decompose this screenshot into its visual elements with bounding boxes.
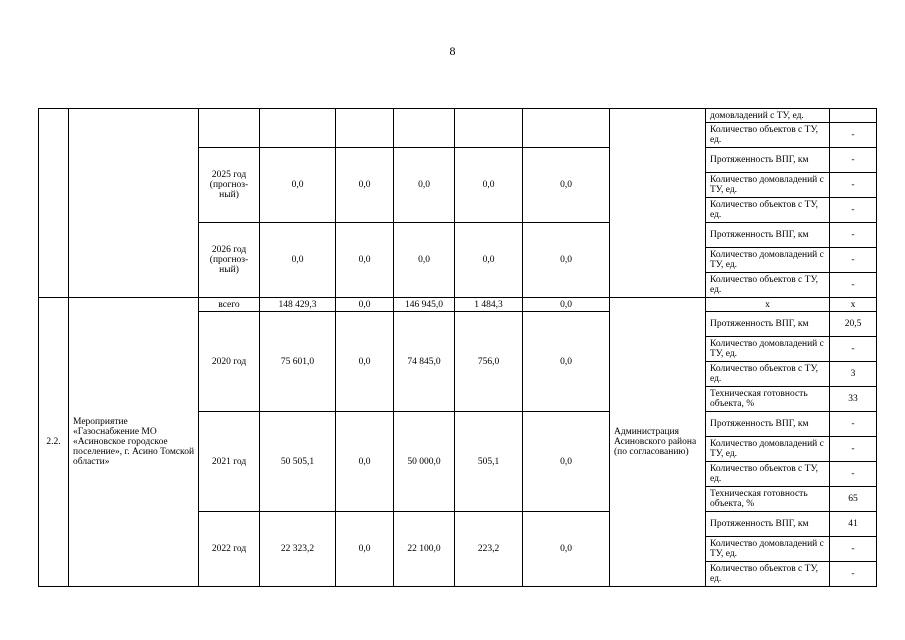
value-regional: 22 100,0 (394, 512, 455, 587)
value-federal: 0,0 (336, 512, 394, 587)
indicator-value: 65 (830, 487, 877, 512)
value-other: 0,0 (523, 512, 610, 587)
value-local: 0,0 (455, 148, 523, 223)
indicator-value: - (830, 123, 877, 148)
section-name: Мероприятие «Газоснабжение МО «Асиновское городское поселение», г. Асино Томской области» (69, 298, 199, 587)
indicator-name: Протяженность ВПГ, км (706, 312, 830, 337)
indicator-value: - (830, 273, 877, 298)
value-other: 0,0 (523, 412, 610, 512)
total-value-all: 148 429,3 (260, 298, 336, 312)
indicator-value: - (830, 248, 877, 273)
value-local: 756,0 (455, 312, 523, 412)
year-label: 2022 год (199, 512, 260, 587)
indicator-value: - (830, 173, 877, 198)
indicator-value: - (830, 412, 877, 437)
value-total: 22 323,2 (260, 512, 336, 587)
value-federal: 0,0 (336, 223, 394, 298)
indicator-name: Количество домовладений с ТУ, ед. (706, 337, 830, 362)
year-label: 2026 год (прогноз- ный) (199, 223, 260, 298)
indicator-name: Количество объектов с ТУ, ед. (706, 198, 830, 223)
cell-num-empty (39, 109, 69, 298)
indicator-value: 41 (830, 512, 877, 537)
indicator-value: - (830, 148, 877, 173)
total-value-federal: 0,0 (336, 298, 394, 312)
table-row (39, 298, 877, 312)
value-regional: 0,0 (394, 223, 455, 298)
indicator-value: - (830, 562, 877, 587)
indicator-name: Количество объектов с ТУ, ед. (706, 362, 830, 387)
year-label: 2021 год (199, 412, 260, 512)
indicator-name: Техническая готовность объекта, % (706, 387, 830, 412)
value-other: 0,0 (523, 312, 610, 412)
cell-executor-empty (610, 109, 706, 298)
indicator-name: Техническая готовность объекта, % (706, 487, 830, 512)
cell-name-empty (69, 109, 199, 298)
indicator-value: 33 (830, 387, 877, 412)
indicator-value: х (830, 298, 877, 312)
value-total: 75 601,0 (260, 312, 336, 412)
value-local: 505,1 (455, 412, 523, 512)
indicator-name: Количество объектов с ТУ, ед. (706, 462, 830, 487)
value-local: 223,2 (455, 512, 523, 587)
value-total: 50 505,1 (260, 412, 336, 512)
program-table (38, 108, 877, 587)
indicator-value: - (830, 223, 877, 248)
total-value-other: 0,0 (523, 298, 610, 312)
indicator-name: Количество объектов с ТУ, ед. (706, 562, 830, 587)
indicator-name: Количество домовладений с ТУ, ед. (706, 437, 830, 462)
total-value-regional: 146 945,0 (394, 298, 455, 312)
value-other: 0,0 (523, 223, 610, 298)
value-regional: 74 845,0 (394, 312, 455, 412)
page-number: 8 (449, 44, 456, 58)
indicator-name: х (706, 298, 830, 312)
year-label: 2025 год (прогноз- ный) (199, 148, 260, 223)
indicator-value: 3 (830, 362, 877, 387)
indicator-value: - (830, 198, 877, 223)
value-federal: 0,0 (336, 312, 394, 412)
cell-year-empty (199, 109, 260, 148)
indicator-value (830, 109, 877, 123)
value-federal: 0,0 (336, 412, 394, 512)
indicator-value: - (830, 337, 877, 362)
value-federal: 0,0 (336, 148, 394, 223)
indicator-name: домовладений с ТУ, ед. (706, 109, 830, 123)
value-other: 0,0 (523, 148, 610, 223)
indicator-name: Количество домовладений с ТУ, ед. (706, 537, 830, 562)
table-row (39, 109, 877, 123)
value-local: 0,0 (455, 223, 523, 298)
value-total: 0,0 (260, 223, 336, 298)
year-label: 2020 год (199, 312, 260, 412)
indicator-name: Количество объектов с ТУ, ед. (706, 123, 830, 148)
value-regional: 50 000,0 (394, 412, 455, 512)
indicator-value: - (830, 537, 877, 562)
indicator-name: Количество домовладений с ТУ, ед. (706, 248, 830, 273)
total-value-local: 1 484,3 (455, 298, 523, 312)
indicator-name: Количество объектов с ТУ, ед. (706, 273, 830, 298)
total-label: всего (199, 298, 260, 312)
indicator-value: - (830, 437, 877, 462)
indicator-name: Протяженность ВПГ, км (706, 148, 830, 173)
value-regional: 0,0 (394, 148, 455, 223)
indicator-value: 20,5 (830, 312, 877, 337)
indicator-name: Протяженность ВПГ, км (706, 512, 830, 537)
indicator-name: Количество домовладений с ТУ, ед. (706, 173, 830, 198)
section-executor: Администрация Асиновского района (по согласованию) (610, 298, 706, 587)
indicator-value: - (830, 462, 877, 487)
section-number: 2.2. (39, 298, 69, 587)
indicator-name: Протяженность ВПГ, км (706, 223, 830, 248)
value-total: 0,0 (260, 148, 336, 223)
indicator-name: Протяженность ВПГ, км (706, 412, 830, 437)
